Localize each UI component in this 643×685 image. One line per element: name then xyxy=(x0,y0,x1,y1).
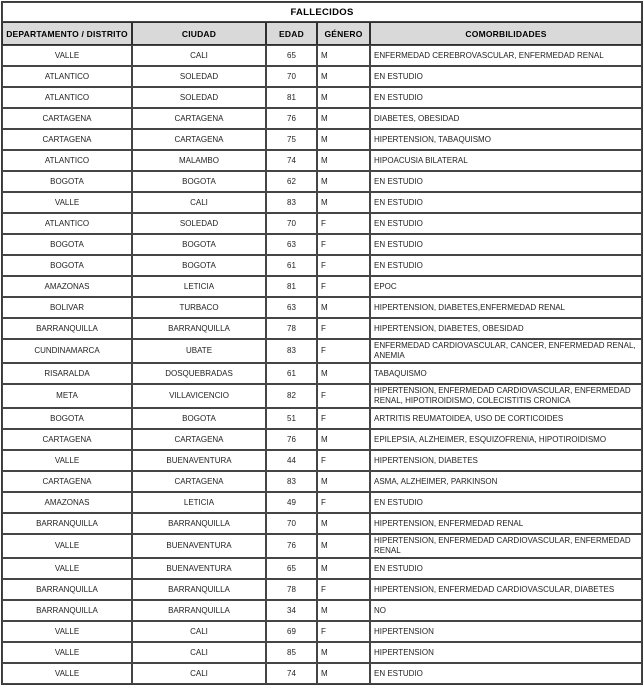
table-row xyxy=(2,471,642,492)
cell-ciudad: CALI xyxy=(132,45,266,66)
cell-genero: F xyxy=(317,492,370,513)
cell-genero: M xyxy=(317,534,370,558)
cell-genero: F xyxy=(317,621,370,642)
cell-comorbilidades: HIPOACUSIA BILATERAL xyxy=(370,150,642,171)
cell-comorbilidades: EN ESTUDIO xyxy=(370,192,642,213)
cell-departamento: BOGOTA xyxy=(2,171,132,192)
table-row xyxy=(2,429,642,450)
table-row xyxy=(2,558,642,579)
cell-genero: F xyxy=(317,450,370,471)
table-row xyxy=(2,663,642,684)
cell-ciudad: BUENAVENTURA xyxy=(132,450,266,471)
table-row xyxy=(2,66,642,87)
cell-comorbilidades: ENFERMEDAD CEREBROVASCULAR, ENFERMEDAD RENAL xyxy=(370,45,642,66)
column-header-departamento-distrito: DEPARTAMENTO / DISTRITO xyxy=(2,22,132,45)
cell-ciudad: CARTAGENA xyxy=(132,471,266,492)
cell-departamento: CARTAGENA xyxy=(2,129,132,150)
cell-comorbilidades: ASMA, ALZHEIMER, PARKINSON xyxy=(370,471,642,492)
cell-edad: 63 xyxy=(266,297,317,318)
cell-edad: 61 xyxy=(266,255,317,276)
cell-ciudad: SOLEDAD xyxy=(132,66,266,87)
cell-comorbilidades: EN ESTUDIO xyxy=(370,87,642,108)
column-header-genero: GÉNERO xyxy=(317,22,370,45)
cell-genero: M xyxy=(317,558,370,579)
cell-comorbilidades: EN ESTUDIO xyxy=(370,234,642,255)
column-header-edad: EDAD xyxy=(266,22,317,45)
cell-edad: 49 xyxy=(266,492,317,513)
cell-ciudad: BUENAVENTURA xyxy=(132,558,266,579)
cell-departamento: VALLE xyxy=(2,45,132,66)
cell-ciudad: LETICIA xyxy=(132,276,266,297)
cell-edad: 83 xyxy=(266,471,317,492)
table-row xyxy=(2,534,642,558)
cell-genero: M xyxy=(317,471,370,492)
cell-edad: 76 xyxy=(266,429,317,450)
cell-departamento: ATLANTICO xyxy=(2,213,132,234)
cell-departamento: RISARALDA xyxy=(2,363,132,384)
cell-ciudad: BOGOTA xyxy=(132,408,266,429)
cell-edad: 44 xyxy=(266,450,317,471)
column-header-comorbilidades: COMORBILIDADES xyxy=(370,22,642,45)
table-row xyxy=(2,600,642,621)
cell-genero: M xyxy=(317,150,370,171)
cell-departamento: BOGOTA xyxy=(2,234,132,255)
cell-departamento: BARRANQUILLA xyxy=(2,600,132,621)
table-row xyxy=(2,108,642,129)
table-row xyxy=(2,621,642,642)
cell-genero: M xyxy=(317,87,370,108)
cell-comorbilidades: HIPERTENSION, DIABETES, OBESIDAD xyxy=(370,318,642,339)
cell-departamento: ATLANTICO xyxy=(2,66,132,87)
table-row xyxy=(2,297,642,318)
cell-departamento: AMAZONAS xyxy=(2,492,132,513)
cell-genero: M xyxy=(317,66,370,87)
cell-departamento: VALLE xyxy=(2,558,132,579)
cell-edad: 78 xyxy=(266,318,317,339)
cell-departamento: VALLE xyxy=(2,192,132,213)
cell-comorbilidades: DIABETES, OBESIDAD xyxy=(370,108,642,129)
cell-genero: F xyxy=(317,234,370,255)
cell-ciudad: BOGOTA xyxy=(132,171,266,192)
cell-edad: 78 xyxy=(266,579,317,600)
cell-genero: F xyxy=(317,318,370,339)
table-title: FALLECIDOS xyxy=(2,2,642,22)
cell-comorbilidades: HIPERTENSION, ENFERMEDAD CARDIOVASCULAR, ENFERMEDAD RENAL xyxy=(370,534,642,558)
cell-departamento: ATLANTICO xyxy=(2,150,132,171)
cell-comorbilidades: EPOC xyxy=(370,276,642,297)
cell-comorbilidades: NO xyxy=(370,600,642,621)
cell-ciudad: BARRANQUILLA xyxy=(132,579,266,600)
cell-comorbilidades: HIPERTENSION, ENFERMEDAD CARDIOVASCULAR, ENFERMEDAD RENAL, HIPOTIROIDISMO, COLECISTITIS CRONICA xyxy=(370,384,642,408)
cell-edad: 69 xyxy=(266,621,317,642)
cell-ciudad: BUENAVENTURA xyxy=(132,534,266,558)
cell-genero: M xyxy=(317,663,370,684)
table-row xyxy=(2,192,642,213)
table-row xyxy=(2,339,642,363)
cell-genero: F xyxy=(317,408,370,429)
table-row xyxy=(2,579,642,600)
cell-genero: M xyxy=(317,45,370,66)
table-row xyxy=(2,255,642,276)
cell-edad: 81 xyxy=(266,87,317,108)
cell-ciudad: CARTAGENA xyxy=(132,129,266,150)
cell-ciudad: CALI xyxy=(132,642,266,663)
cell-ciudad: CARTAGENA xyxy=(132,429,266,450)
cell-departamento: VALLE xyxy=(2,450,132,471)
cell-genero: M xyxy=(317,513,370,534)
cell-genero: F xyxy=(317,213,370,234)
table-row xyxy=(2,363,642,384)
table-row xyxy=(2,642,642,663)
cell-edad: 70 xyxy=(266,213,317,234)
cell-comorbilidades: EN ESTUDIO xyxy=(370,171,642,192)
cell-departamento: BARRANQUILLA xyxy=(2,579,132,600)
cell-edad: 82 xyxy=(266,384,317,408)
cell-ciudad: CALI xyxy=(132,192,266,213)
cell-ciudad: BARRANQUILLA xyxy=(132,513,266,534)
cell-genero: M xyxy=(317,129,370,150)
cell-comorbilidades: EN ESTUDIO xyxy=(370,213,642,234)
cell-ciudad: CALI xyxy=(132,621,266,642)
table-row xyxy=(2,213,642,234)
cell-genero: M xyxy=(317,429,370,450)
cell-edad: 62 xyxy=(266,171,317,192)
table-row xyxy=(2,45,642,66)
table-row xyxy=(2,450,642,471)
cell-ciudad: TURBACO xyxy=(132,297,266,318)
cell-genero: M xyxy=(317,297,370,318)
table-row xyxy=(2,492,642,513)
table-row xyxy=(2,318,642,339)
cell-genero: M xyxy=(317,642,370,663)
cell-genero: F xyxy=(317,276,370,297)
cell-comorbilidades: EN ESTUDIO xyxy=(370,492,642,513)
cell-ciudad: BARRANQUILLA xyxy=(132,600,266,621)
cell-ciudad: SOLEDAD xyxy=(132,213,266,234)
cell-edad: 65 xyxy=(266,558,317,579)
cell-genero: M xyxy=(317,192,370,213)
cell-edad: 81 xyxy=(266,276,317,297)
cell-genero: M xyxy=(317,600,370,621)
cell-comorbilidades: ARTRITIS REUMATOIDEA, USO DE CORTICOIDES xyxy=(370,408,642,429)
cell-genero: F xyxy=(317,339,370,363)
cell-departamento: BOLIVAR xyxy=(2,297,132,318)
header-row xyxy=(2,22,642,45)
cell-edad: 76 xyxy=(266,534,317,558)
cell-edad: 34 xyxy=(266,600,317,621)
cell-departamento: BARRANQUILLA xyxy=(2,513,132,534)
cell-genero: F xyxy=(317,384,370,408)
cell-departamento: BOGOTA xyxy=(2,255,132,276)
cell-edad: 65 xyxy=(266,45,317,66)
cell-edad: 51 xyxy=(266,408,317,429)
cell-comorbilidades: ENFERMEDAD CARDIOVASCULAR, CANCER, ENFERMEDAD RENAL, ANEMIA xyxy=(370,339,642,363)
cell-comorbilidades: EN ESTUDIO xyxy=(370,663,642,684)
cell-edad: 61 xyxy=(266,363,317,384)
cell-ciudad: BOGOTA xyxy=(132,255,266,276)
cell-edad: 74 xyxy=(266,150,317,171)
cell-comorbilidades: HIPERTENSION, DIABETES,ENFERMEDAD RENAL xyxy=(370,297,642,318)
cell-edad: 83 xyxy=(266,339,317,363)
cell-edad: 75 xyxy=(266,129,317,150)
cell-ciudad: BARRANQUILLA xyxy=(132,318,266,339)
cell-departamento: VALLE xyxy=(2,534,132,558)
column-header-ciudad: CIUDAD xyxy=(132,22,266,45)
cell-comorbilidades: HIPERTENSION, TABAQUISMO xyxy=(370,129,642,150)
cell-edad: 70 xyxy=(266,513,317,534)
cell-edad: 63 xyxy=(266,234,317,255)
cell-departamento: ATLANTICO xyxy=(2,87,132,108)
cell-genero: M xyxy=(317,363,370,384)
cell-departamento: VALLE xyxy=(2,663,132,684)
cell-edad: 85 xyxy=(266,642,317,663)
cell-departamento: VALLE xyxy=(2,642,132,663)
cell-genero: F xyxy=(317,579,370,600)
cell-comorbilidades: HIPERTENSION xyxy=(370,621,642,642)
cell-edad: 83 xyxy=(266,192,317,213)
table-row xyxy=(2,150,642,171)
cell-genero: M xyxy=(317,171,370,192)
cell-comorbilidades: EPILEPSIA, ALZHEIMER, ESQUIZOFRENIA, HIPOTIROIDISMO xyxy=(370,429,642,450)
cell-genero: M xyxy=(317,108,370,129)
table-row xyxy=(2,513,642,534)
cell-departamento: META xyxy=(2,384,132,408)
title-row xyxy=(2,2,642,22)
cell-comorbilidades: HIPERTENSION xyxy=(370,642,642,663)
cell-comorbilidades: EN ESTUDIO xyxy=(370,66,642,87)
cell-departamento: VALLE xyxy=(2,621,132,642)
cell-comorbilidades: HIPERTENSION, DIABETES xyxy=(370,450,642,471)
cell-departamento: BOGOTA xyxy=(2,408,132,429)
cell-edad: 70 xyxy=(266,66,317,87)
table-row xyxy=(2,408,642,429)
table-row xyxy=(2,87,642,108)
cell-ciudad: MALAMBO xyxy=(132,150,266,171)
fallecidos-table xyxy=(1,1,643,685)
cell-ciudad: DOSQUEBRADAS xyxy=(132,363,266,384)
cell-departamento: CARTAGENA xyxy=(2,429,132,450)
table-row xyxy=(2,276,642,297)
cell-comorbilidades: EN ESTUDIO xyxy=(370,558,642,579)
table-row xyxy=(2,129,642,150)
cell-edad: 76 xyxy=(266,108,317,129)
cell-ciudad: VILLAVICENCIO xyxy=(132,384,266,408)
cell-ciudad: CARTAGENA xyxy=(132,108,266,129)
cell-genero: F xyxy=(317,255,370,276)
cell-departamento: CARTAGENA xyxy=(2,471,132,492)
cell-edad: 74 xyxy=(266,663,317,684)
cell-departamento: CARTAGENA xyxy=(2,108,132,129)
cell-comorbilidades: TABAQUISMO xyxy=(370,363,642,384)
table-row xyxy=(2,234,642,255)
cell-ciudad: SOLEDAD xyxy=(132,87,266,108)
cell-comorbilidades: EN ESTUDIO xyxy=(370,255,642,276)
cell-ciudad: LETICIA xyxy=(132,492,266,513)
table-body xyxy=(2,45,642,684)
cell-departamento: AMAZONAS xyxy=(2,276,132,297)
cell-ciudad: CALI xyxy=(132,663,266,684)
table-row xyxy=(2,384,642,408)
table-row xyxy=(2,171,642,192)
cell-departamento: BARRANQUILLA xyxy=(2,318,132,339)
cell-comorbilidades: HIPERTENSION, ENFERMEDAD RENAL xyxy=(370,513,642,534)
cell-ciudad: BOGOTA xyxy=(132,234,266,255)
cell-comorbilidades: HIPERTENSION, ENFERMEDAD CARDIOVASCULAR, DIABETES xyxy=(370,579,642,600)
cell-ciudad: UBATE xyxy=(132,339,266,363)
cell-departamento: CUNDINAMARCA xyxy=(2,339,132,363)
